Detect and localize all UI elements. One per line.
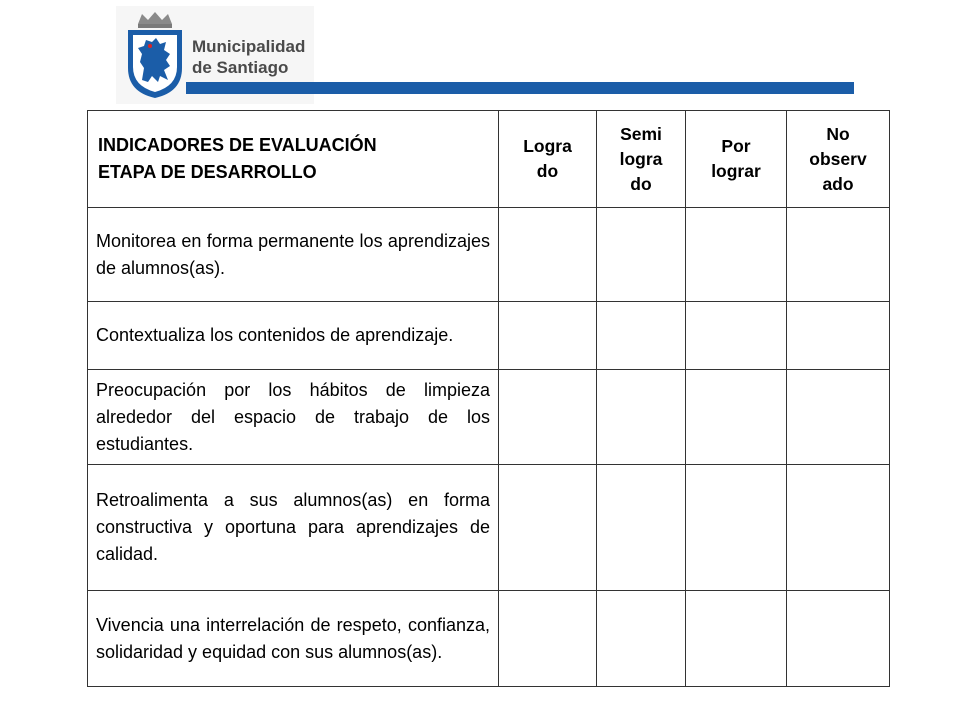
rating-cell-por-lograr[interactable] — [686, 370, 787, 465]
rating-cell-por-lograr[interactable] — [686, 465, 787, 591]
table-row — [88, 465, 890, 591]
rating-cell-logrado[interactable] — [499, 591, 597, 687]
rating-cell-no-observado[interactable] — [787, 370, 890, 465]
indicator-cell: Contextualiza los contenidos de aprendizaje. — [88, 302, 499, 370]
table-title-line-1: INDICADORES DE EVALUACIÓN — [98, 135, 377, 155]
table-title — [88, 111, 499, 208]
coat-of-arms-icon — [124, 10, 186, 100]
rating-cell-logrado[interactable] — [499, 208, 597, 302]
rating-cell-no-observado[interactable] — [787, 465, 890, 591]
logo-text — [192, 36, 305, 78]
rating-cell-por-lograr[interactable] — [686, 208, 787, 302]
column-header-por-lograr: Por lograr — [686, 111, 787, 208]
table-row — [88, 370, 890, 465]
indicator-cell: Monitorea en forma permanente los aprendizajes de alumnos(as). — [88, 208, 499, 302]
table-title-line-2: ETAPA DE DESARROLLO — [98, 162, 317, 182]
rating-cell-logrado[interactable] — [499, 465, 597, 591]
rating-cell-por-lograr[interactable] — [686, 591, 787, 687]
evaluation-table — [87, 110, 890, 687]
rating-cell-logrado[interactable] — [499, 370, 597, 465]
table-row — [88, 302, 890, 370]
logo-line-1: Municipalidad — [192, 37, 306, 56]
header-rule — [186, 82, 854, 94]
rating-cell-semi-logrado[interactable] — [597, 591, 686, 687]
logo-line-2: de Santiago — [192, 58, 289, 77]
rating-cell-semi-logrado[interactable] — [597, 465, 686, 591]
rating-cell-no-observado[interactable] — [787, 208, 890, 302]
rating-cell-no-observado[interactable] — [787, 302, 890, 370]
indicator-cell: Vivencia una interrelación de respeto, confianza, solidaridad y equidad con sus alumnos(as). — [88, 591, 499, 687]
rating-cell-semi-logrado[interactable] — [597, 370, 686, 465]
table-header-row — [88, 111, 890, 208]
table-row — [88, 208, 890, 302]
rating-cell-no-observado[interactable] — [787, 591, 890, 687]
rating-cell-semi-logrado[interactable] — [597, 208, 686, 302]
column-header-no-observado: No observ ado — [787, 111, 890, 208]
indicator-cell: Preocupación por los hábitos de limpieza alrededor del espacio de trabajo de los estudiantes. — [88, 370, 499, 465]
rating-cell-semi-logrado[interactable] — [597, 302, 686, 370]
column-header-semi-logrado: Semi logra do — [597, 111, 686, 208]
table-row — [88, 591, 890, 687]
column-header-logrado: Logra do — [499, 111, 597, 208]
indicator-cell: Retroalimenta a sus alumnos(as) en forma constructiva y oportuna para aprendizajes de calidad. — [88, 465, 499, 591]
rating-cell-logrado[interactable] — [499, 302, 597, 370]
rating-cell-por-lograr[interactable] — [686, 302, 787, 370]
